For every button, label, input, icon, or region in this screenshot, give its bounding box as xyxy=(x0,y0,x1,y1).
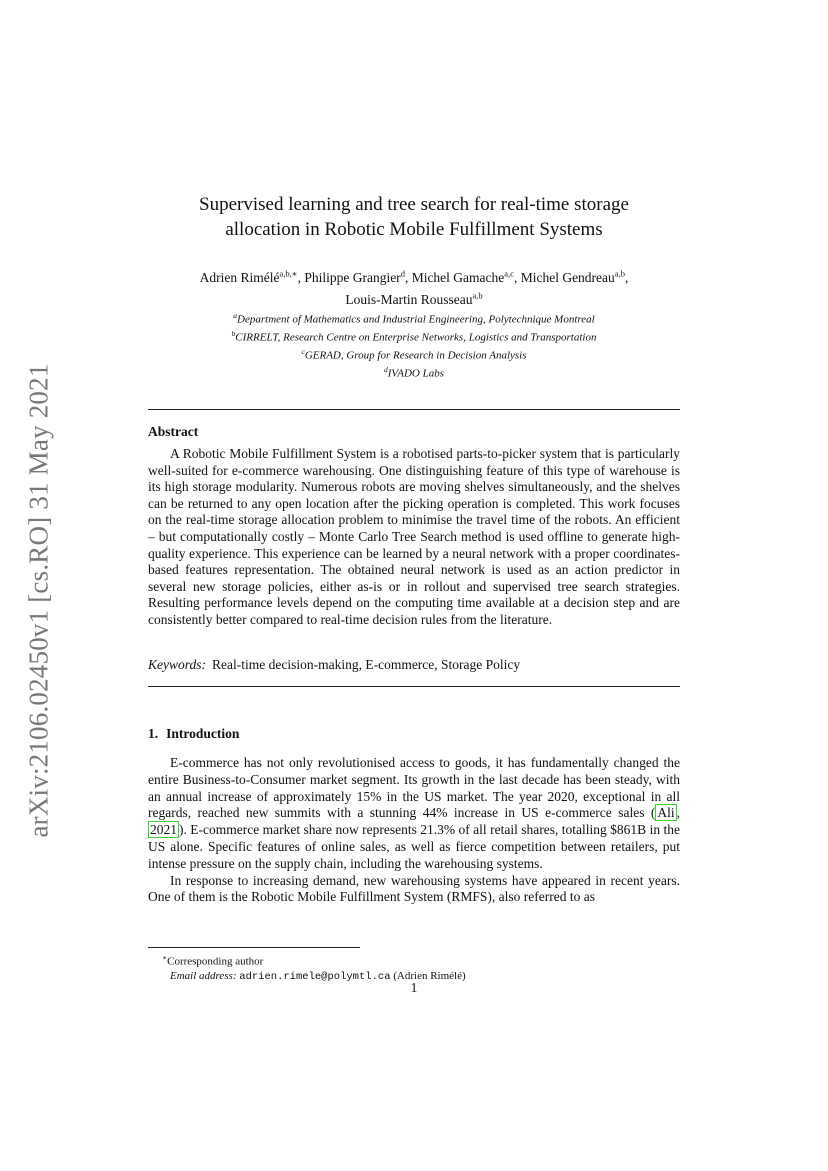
affiliation: $^d$IVADO Labs xyxy=(383,364,445,380)
arxiv-id: arXiv:2106.02450v1 [cs.RO] 31 May 2021 xyxy=(23,362,54,838)
page-number: 1 xyxy=(410,980,418,995)
author: Michel Gamache$^{a,c}$, xyxy=(411,268,521,285)
abstract-heading: Abstract xyxy=(148,424,199,439)
section-heading xyxy=(148,726,239,742)
abstract-bottom-rule xyxy=(148,686,680,687)
author: Louis-Martin Rousseau$^{a,b}$ xyxy=(345,290,483,307)
keywords-list: Real-time decision-making, E-commerce, Storage Policy xyxy=(212,657,521,672)
section-number: 1. xyxy=(148,726,159,741)
section-title: Introduction xyxy=(166,726,240,741)
footnote xyxy=(148,951,680,984)
affiliation: $^a$Department of Mathematics and Industrial Engineering, Polytechnique Montreal xyxy=(233,311,595,326)
email-address[interactable]: adrien.rimele@polymtl.ca xyxy=(239,970,391,983)
author: Michel Gendreau$^{a,b}$, xyxy=(520,268,629,285)
affiliation: $^b$CIRRELT, Research Centre on Enterprise Networks, Logistics and Transportation xyxy=(231,328,597,344)
title-line-1: Supervised learning and tree search for real-time storage xyxy=(199,194,629,215)
paragraph: In response to increasing demand, new warehousing systems have appeared in recent years. One of them is the Robotic Mobile Fulfillment System (RMFS), also referred to as xyxy=(148,872,680,905)
arxiv-stamp xyxy=(17,352,61,848)
footnote-rule xyxy=(148,947,360,948)
title-line-2: allocation in Robotic Mobile Fulfillment Systems xyxy=(225,219,603,240)
author-list xyxy=(148,264,680,309)
citation-link[interactable]: Ali xyxy=(657,805,675,821)
paragraph: E-commerce has not only revolutionised access to goods, it has fundamentally changed the entire Business-to-Consumer market segment. Its growth in the last decade has been steady, with an annual increase of approximately 15% in the US market. The year 2020, exceptional in all regards, reached new summits with a stunning 44% increase in US e-commerce sales ( Ali , 2021 ). E-commerce market share now represents 21.3% of all retail shares, totalling $861B in the US alone. Specific features of online sales, as well as fierce competition between retailers, put intense pressure on the supply chain, including the warehousing systems. xyxy=(148,755,680,871)
keywords-label: Keywords: xyxy=(148,657,206,672)
abstract-text: A Robotic Mobile Fulfillment System is a robotised parts-to-picker system that is particularly well-suited for e-commerce warehousing. One distinguishing feature of this type of warehouse is its high storage modularity. Numerous robots are moving shelves simultaneously, and the shelves can be returned to any open location after the picking operation is completed. This work focuses on the real-time storage allocation problem to minimise the travel time of the robots. An efficient – but computationally costly – Monte Carlo Tree Search method is used offline to generate high-quality experience. This experience can be learned by a neural network with a proper coordinates-based features representation. The obtained neural network is used as an action predictor in several new storage policies, either as-is or in rollout and supervised tree search strategies. Resulting performance levels depend on the computing time available at a decision step and are consistently better compared to real-time decision rules from the literature. xyxy=(148,446,680,627)
introduction-body xyxy=(148,755,680,906)
author: Adrien Rimélé$^{a,b,∗}$, xyxy=(199,268,305,285)
affiliation-list xyxy=(148,309,680,381)
affiliation: $^c$GERAD, Group for Research in Decision Analysis xyxy=(301,346,527,362)
keywords xyxy=(148,657,680,674)
footnote-line: Email address: adrien.rimele@polymtl.ca (Adrien Rimélé) xyxy=(170,969,466,983)
footnote-line: ∗Corresponding author xyxy=(162,953,264,968)
abstract-top-rule xyxy=(148,409,680,410)
paper-title xyxy=(148,192,680,242)
author: Philippe Grangier$^d$, xyxy=(304,268,412,285)
citation-link[interactable]: 2021 xyxy=(150,822,177,838)
